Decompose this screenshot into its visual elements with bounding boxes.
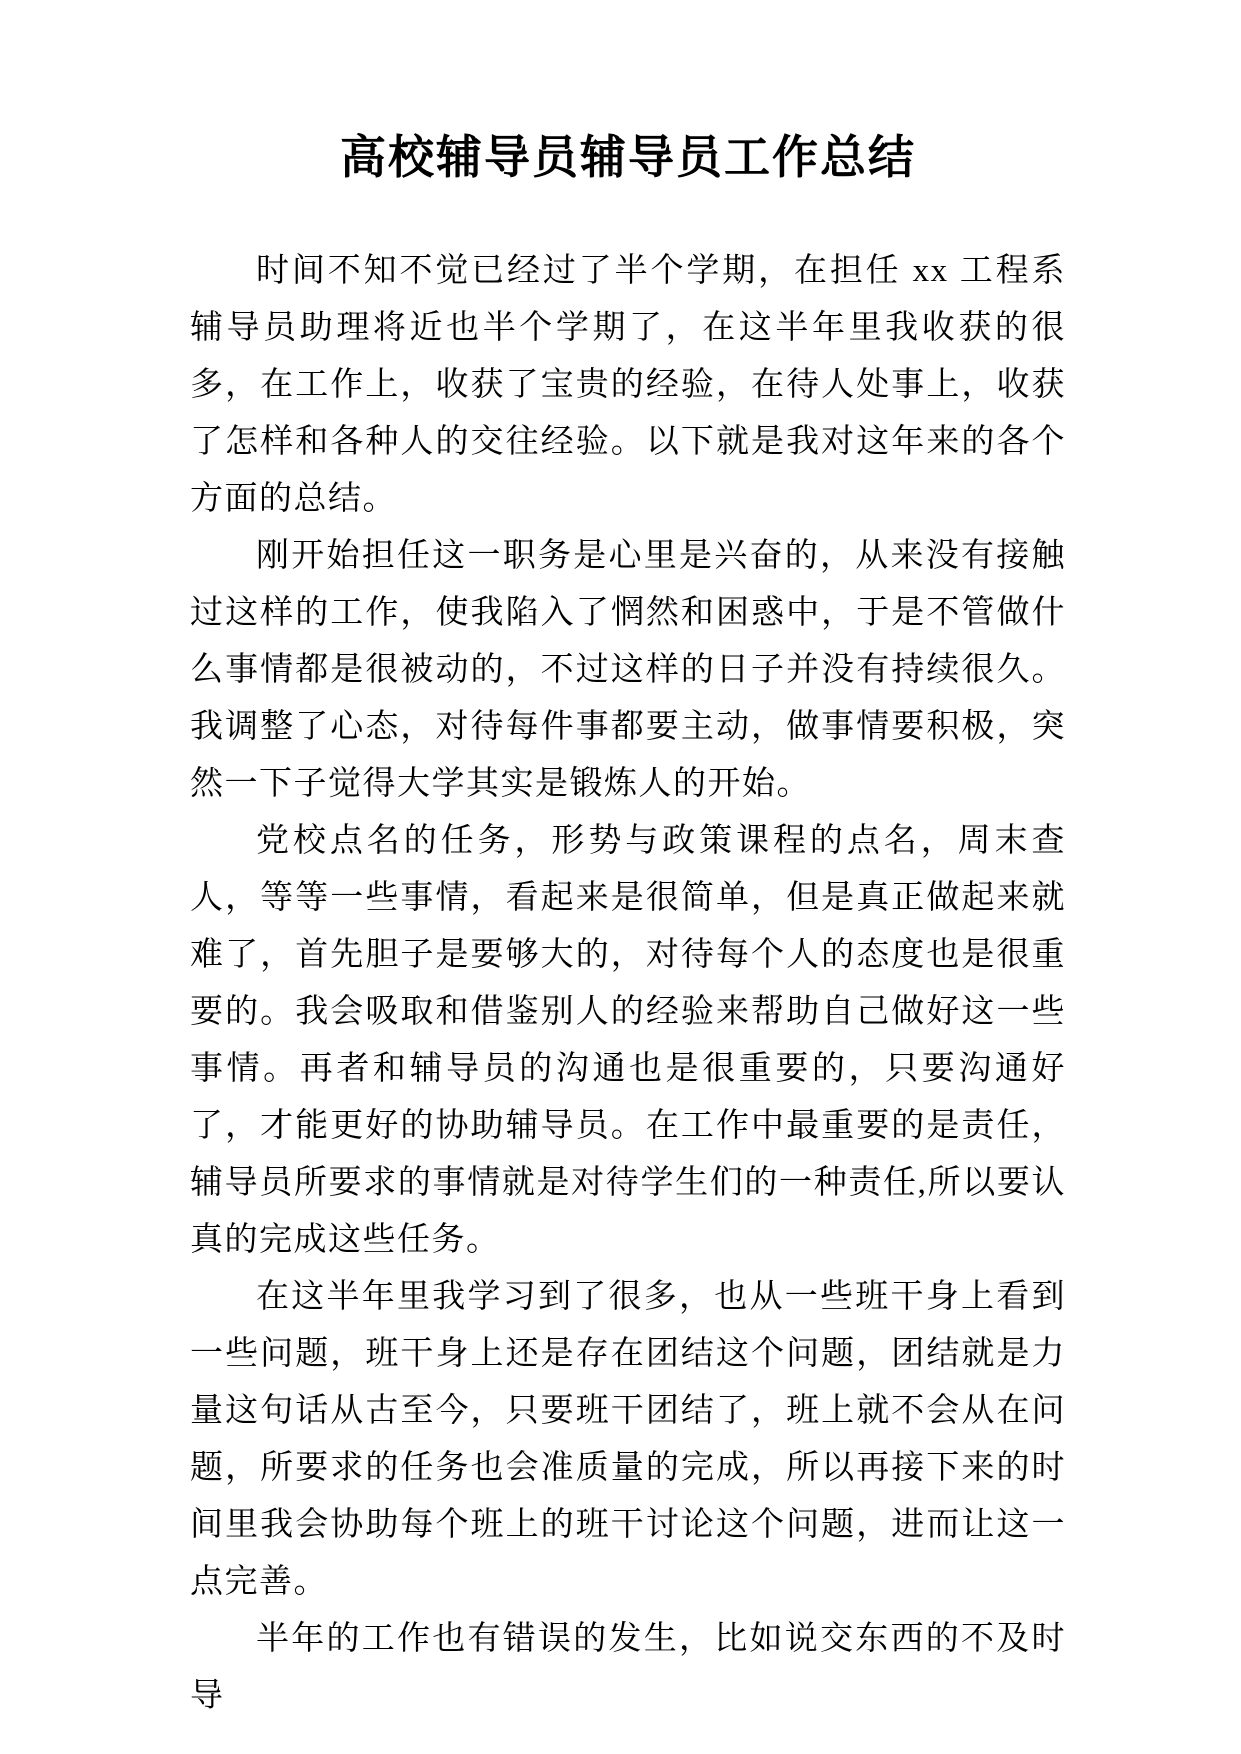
document-body — [190, 243, 1066, 1725]
body-paragraph-2: 刚开始担任这一职务是心里是兴奋的，从来没有接触过这样的工作，使我陷入了惘然和困惑中，于是不管做什么事情都是很被动的，不过这样的日子并没有持续很久。我调整了心态，对待每件事都要主动，做事情要积极，突然一下子觉得大学其实是锻炼人的开始。 — [190, 537, 1066, 802]
body-paragraph-5: 半年的工作也有错误的发生，比如说交东西的不及时导 — [190, 1620, 1066, 1714]
body-paragraph-4: 在这半年里我学习到了很多，也从一些班干身上看到一些问题，班干身上还是存在团结这个问题，团结就是力量这句话从古至今，只要班干团结了，班上就不会从在问题，所要求的任务也会准质量的完成，所以再接下来的时间里我会协助每个班上的班干讨论这个问题，进而让这一点完善。 — [190, 1278, 1066, 1600]
body-paragraph-3: 党校点名的任务，形势与政策课程的点名，周末查人，等等一些事情，看起来是很简单，但是真正做起来就难了，首先胆子是要够大的，对待每个人的态度也是很重要的。我会吸取和借鉴别人的经验来帮助自己做好这一些事情。再者和辅导员的沟通也是很重要的，只要沟通好了，才能更好的协助辅导员。在工作中最重要的是责任，辅导员所要求的事情就是对待学生们的一种责任,所以要认真的完成这些任务。 — [190, 822, 1066, 1258]
document-title: 高校辅导员辅导员工作总结 — [340, 132, 916, 183]
body-paragraph-1: 时间不知不觉已经过了半个学期，在担任 xx 工程系辅导员助理将近也半个学期了，在这半年里我收获的很多，在工作上，收获了宝贵的经验，在待人处事上，收获了怎样和各种人的交往经验。以下就是我对这年来的各个方面的总结。 — [190, 252, 1067, 517]
